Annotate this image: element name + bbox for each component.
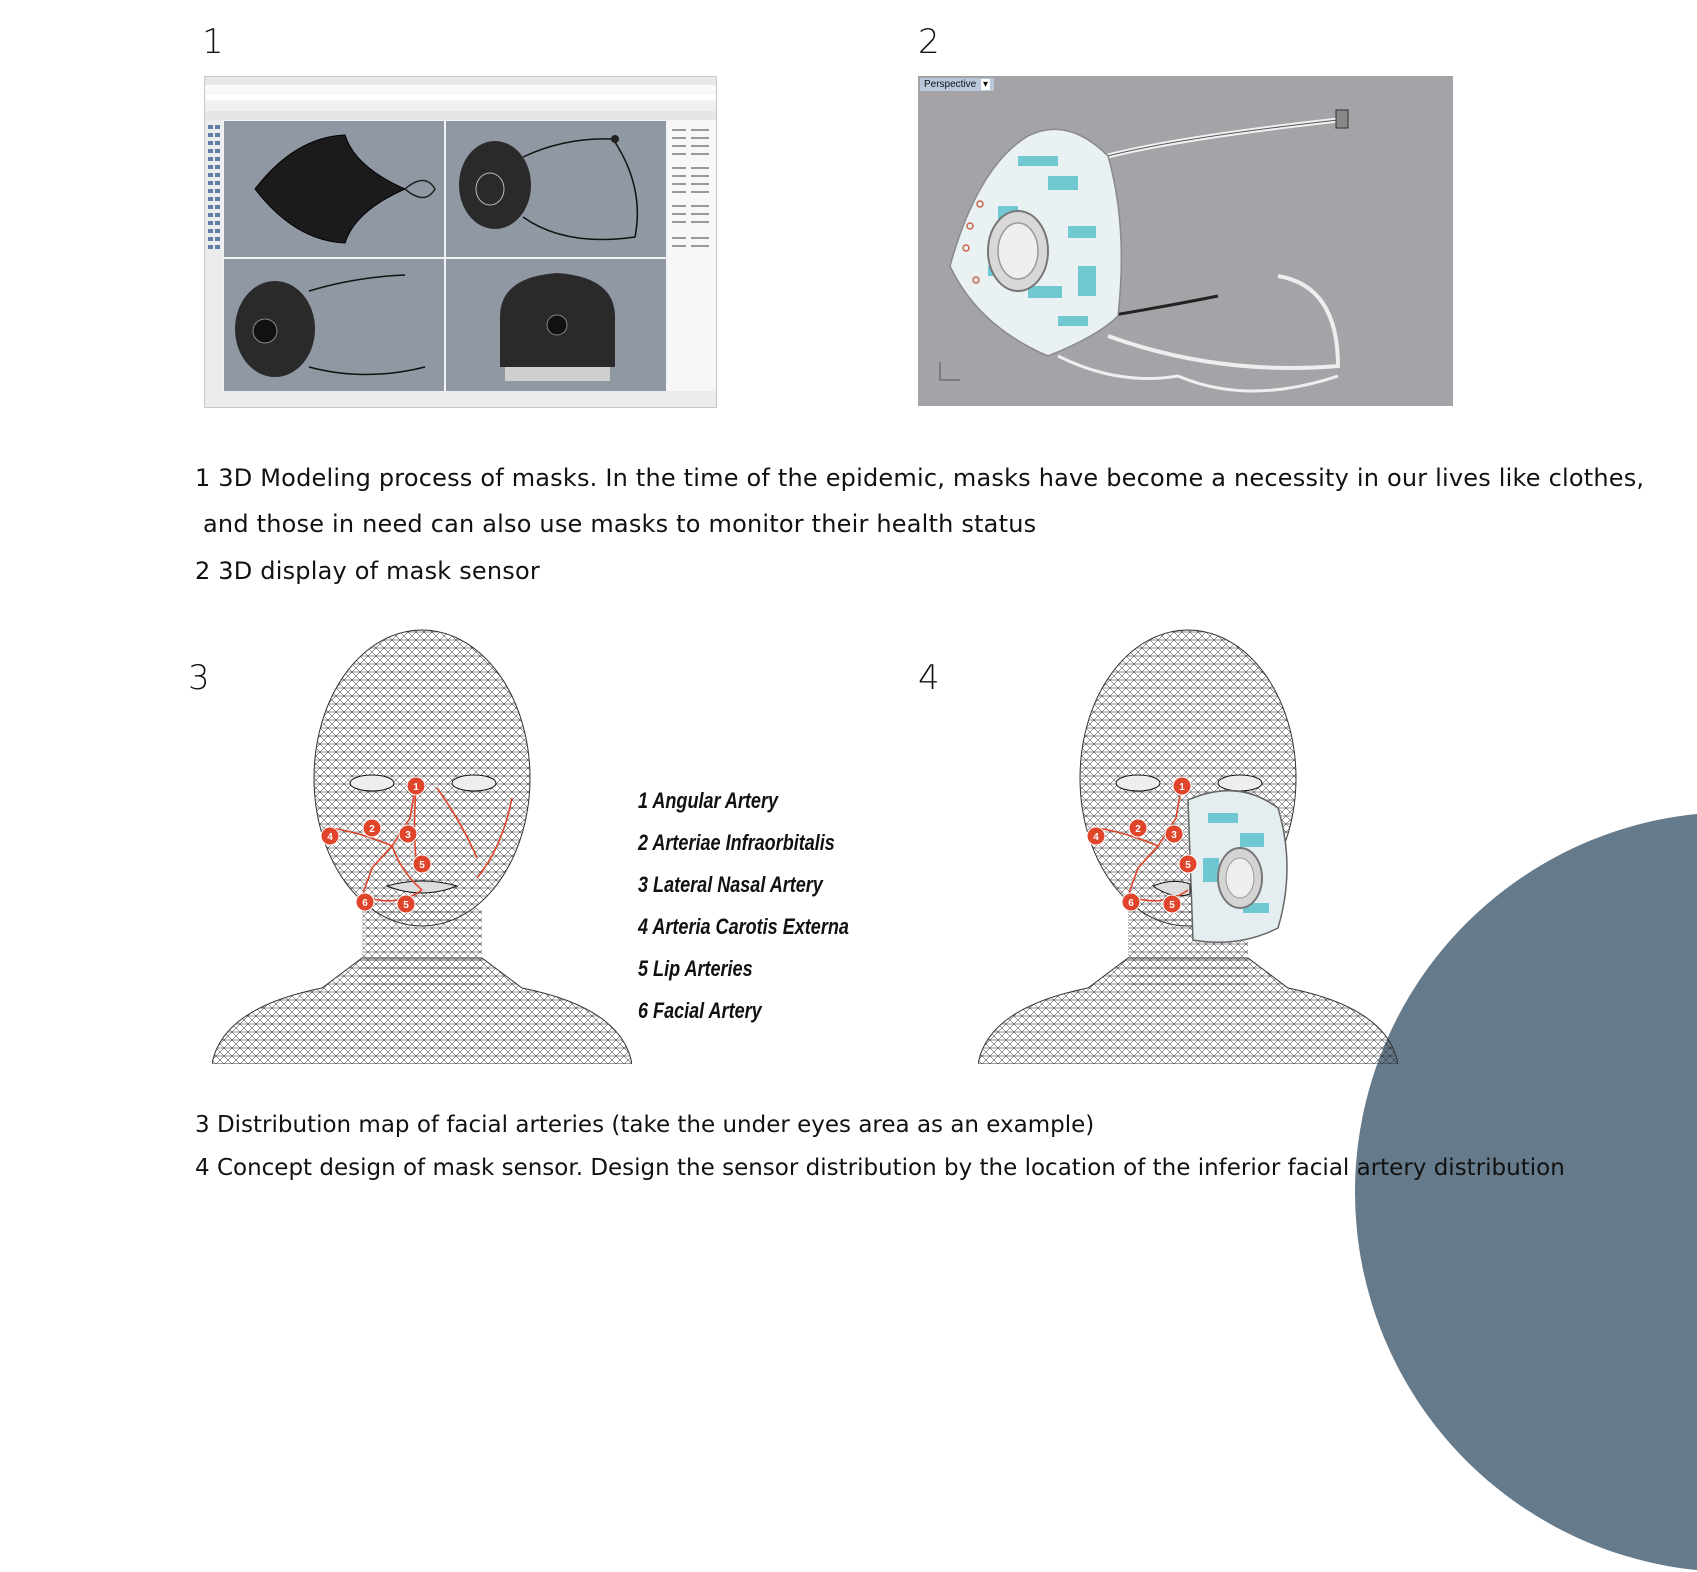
caption-figure-1-line-1: 1 3D Modeling process of masks. In the time of the epidemic, masks have become a necessity in our lives like clothes, bbox=[195, 464, 1645, 492]
wireframe-head-illustration bbox=[212, 628, 632, 1064]
legend-item: 6 Facial Artery bbox=[638, 998, 762, 1023]
caption-figure-3: 3 Distribution map of facial arteries (take the under eyes area as an example) bbox=[195, 1112, 1095, 1138]
artery-marker-5b: 5 bbox=[1169, 900, 1175, 911]
artery-marker-3: 3 bbox=[405, 830, 411, 841]
artery-legend bbox=[638, 780, 849, 1032]
mask-sensor-concept bbox=[978, 628, 1398, 1064]
legend-item: 2 Arteriae Infraorbitalis bbox=[638, 830, 835, 855]
legend-item: 5 Lip Arteries bbox=[638, 956, 753, 981]
mask-sensor-render bbox=[918, 76, 1453, 406]
rhino-window-illustration bbox=[205, 77, 716, 407]
artery-marker-5a: 5 bbox=[419, 860, 425, 871]
caption-figure-1-line-2: and those in need can also use masks to monitor their health status bbox=[203, 510, 1037, 538]
figure-1-number: 1 bbox=[202, 22, 224, 62]
caption-figure-2: 2 3D display of mask sensor bbox=[195, 557, 540, 585]
chevron-down-icon[interactable]: ▾ bbox=[983, 79, 989, 90]
legend-item: 1 Angular Artery bbox=[638, 788, 779, 813]
artery-marker-2: 2 bbox=[369, 824, 375, 835]
artery-marker-2: 2 bbox=[1135, 824, 1141, 835]
artery-marker-1: 1 bbox=[413, 782, 419, 793]
wireframe-head-with-mask-illustration bbox=[978, 628, 1398, 1064]
artery-marker-5a: 5 bbox=[1185, 860, 1191, 871]
artery-marker-6: 6 bbox=[362, 898, 368, 909]
legend-item: 3 Lateral Nasal Artery bbox=[638, 872, 823, 897]
artery-marker-4: 4 bbox=[327, 832, 333, 843]
artery-marker-5b: 5 bbox=[403, 900, 409, 911]
perspective-label-text: Perspective bbox=[924, 79, 977, 90]
artery-marker-3: 3 bbox=[1171, 830, 1177, 841]
figure-3-number: 3 bbox=[188, 658, 210, 698]
figure-2-number: 2 bbox=[918, 22, 940, 62]
figure-4-number: 4 bbox=[918, 658, 940, 698]
artery-marker-4: 4 bbox=[1093, 832, 1099, 843]
perspective-label[interactable] bbox=[920, 78, 994, 91]
artery-marker-1: 1 bbox=[1179, 782, 1185, 793]
decorative-circle bbox=[1355, 812, 1697, 1572]
legend-item: 4 Arteria Carotis Externa bbox=[638, 914, 849, 939]
caption-figure-4: 4 Concept design of mask sensor. Design the sensor distribution by the location of the inferior facial artery distribution bbox=[195, 1155, 1565, 1181]
perspective-render-viewport bbox=[918, 76, 1453, 406]
facial-artery-map bbox=[212, 628, 632, 1064]
artery-marker-6: 6 bbox=[1128, 898, 1134, 909]
rhino-modeling-screenshot bbox=[204, 76, 717, 408]
